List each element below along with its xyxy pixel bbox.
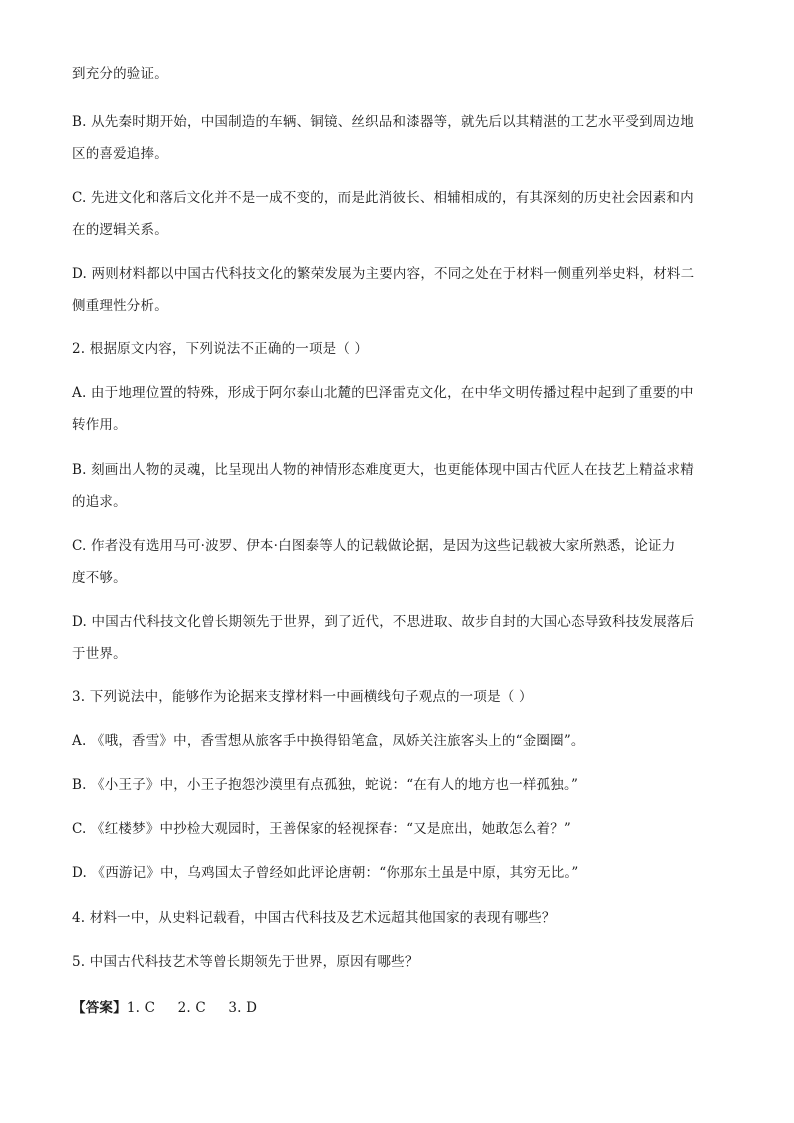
answer-line xyxy=(72,992,720,1024)
text-line: C. 《红楼梦》中抄检大观园时，王善保家的轻视探春：“又是庶出，她敢怎么着？” xyxy=(72,821,572,837)
text-line: C. 先进文化和落后文化并不是一成不变的，而是此消彼长、相辅相成的，有其深刻的历史社会因素和内 xyxy=(72,190,694,206)
option-3-b xyxy=(72,769,720,801)
text-line: 4. 材料一中，从史料记载看，中国古代科技及艺术远超其他国家的表现有哪些？ xyxy=(72,910,556,926)
option-3-d xyxy=(72,857,720,889)
text-line: 到充分的验证。 xyxy=(72,66,168,82)
answer-label: 【答案】 xyxy=(72,1000,127,1016)
text-line: D. 《西游记》中，乌鸡国太子曾经如此评论唐朝：“你那东土虽是中原，其穷无比。” xyxy=(72,865,579,881)
text-line: 3. 下列说法中，能够作为论据来支撑材料一中画横线句子观点的一项是（ ） xyxy=(72,689,533,705)
question-3 xyxy=(72,681,720,713)
question-2 xyxy=(72,333,720,365)
text-line: B. 从先秦时期开始，中国制造的车辆、铜镜、丝织品和漆器等，就先后以其精湛的工艺水平受到周边地 xyxy=(72,114,694,130)
answer-row xyxy=(72,992,720,1024)
option-3-c xyxy=(72,813,720,845)
answer-text: 1. C 2. C 3. D xyxy=(126,1000,258,1016)
option-1-d xyxy=(72,258,720,322)
text-line: 5. 中国古代科技艺术等曾长期领先于世界，原因有哪些？ xyxy=(72,954,419,970)
text-line: D. 两则材料都以中国古代科技文化的繁荣发展为主要内容，不同之处在于材料一侧重列举史料，材料二 xyxy=(72,266,695,282)
text-line: 于世界。 xyxy=(72,646,127,662)
paragraph-continuation xyxy=(72,58,720,90)
option-2-c xyxy=(72,530,720,594)
text-line: 在的逻辑关系。 xyxy=(72,222,168,238)
text-line: B. 刻画出人物的灵魂，比呈现出人物的神情形态难度更大，也更能体现中国古代匠人在技艺上精益求精 xyxy=(72,462,694,478)
text-line: A. 由于地理位置的特殊，形成于阿尔泰山北麓的巴泽雷克文化，在中华文明传播过程中起到了重要的中 xyxy=(72,385,694,401)
text-line: 转作用。 xyxy=(72,417,127,433)
text-line: 的追求。 xyxy=(72,494,127,510)
text-line: 度不够。 xyxy=(72,570,127,586)
text-line: 区的喜爱追捧。 xyxy=(72,146,168,162)
option-3-a xyxy=(72,725,720,757)
question-5 xyxy=(72,946,720,978)
text-line: D. 中国古代科技文化曾长期领先于世界，到了近代，不思进取、故步自封的大国心态导致科技发展落后 xyxy=(72,614,695,630)
text-line: 2. 根据原文内容，下列说法不正确的一项是（ ） xyxy=(72,341,369,357)
option-2-a xyxy=(72,377,720,441)
option-2-b xyxy=(72,454,720,518)
text-line: A. 《哦，香雪》中，香雪想从旅客手中换得铅笔盒，凤娇关注旅客头上的“金圈圈”。 xyxy=(72,733,585,749)
option-2-d xyxy=(72,606,720,670)
text-line: B. 《小王子》中，小王子抱怨沙漠里有点孤独，蛇说：“在有人的地方也一样孤独。” xyxy=(72,777,579,793)
option-1-b xyxy=(72,106,720,170)
text-line: 侧重理性分析。 xyxy=(72,298,168,314)
text-line: C. 作者没有选用马可·波罗、伊本·白图泰等人的记载做论据，是因为这些记载被大家所熟悉，论证力 xyxy=(72,538,676,554)
option-1-c xyxy=(72,182,720,246)
question-4 xyxy=(72,902,720,934)
